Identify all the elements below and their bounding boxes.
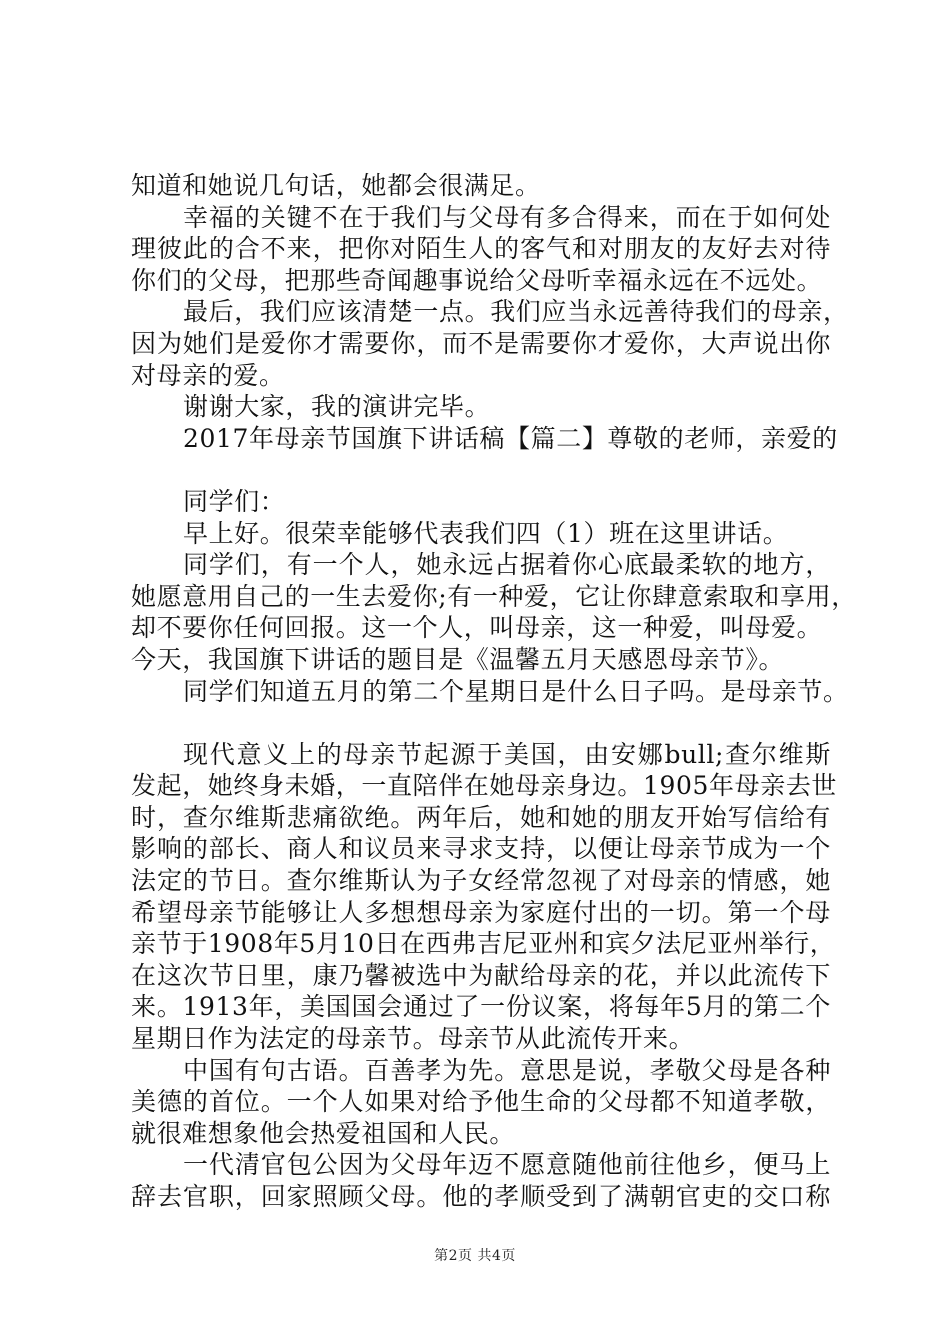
blank-line <box>131 454 831 486</box>
page-footer <box>0 1245 950 1265</box>
paragraph-start: 幸福的关键不在于我们与父母有多合得来，而在于如何处 <box>183 202 831 232</box>
text-line: 希望母亲节能够让人多想想母亲为家庭付出的一切。第一个母 <box>131 897 831 927</box>
paragraph-start: 中国有句古语。百善孝为先。意思是说，孝敬父母是各种 <box>183 1055 831 1085</box>
text-line: 在这次节日里，康乃馨被选中为献给母亲的花，并以此流传下 <box>131 960 831 990</box>
text-line: 知道和她说几句话，她都会很满足。 <box>131 171 541 200</box>
paragraph-start: 同学们知道五月的第二个星期日是什么日子吗。是母亲节。 <box>183 676 849 706</box>
text-line: 发起，她终身未婚，一直陪伴在她母亲身边。1905年母亲去世 <box>131 771 838 801</box>
text-line: 亲节于1908年5月10日在西弗吉尼亚州和宾夕法尼亚州举行， <box>131 929 836 959</box>
text-line: 因为她们是爱你才需要你，而不是需要你才爱你，大声说出你 <box>131 328 831 358</box>
text-line: 理彼此的合不来，把你对陌生人的客气和对朋友的友好去对待 <box>131 234 831 264</box>
text-line: 她愿意用自己的一生去爱你;有一种爱，它让你肆意索取和享用， <box>131 581 857 611</box>
text-line: 对母亲的爱。 <box>131 360 285 390</box>
text-line: 法定的节日。查尔维斯认为子女经常忽视了对母亲的情感，她 <box>131 866 831 896</box>
blank-line <box>131 707 831 739</box>
greeting-line: 同学们： <box>183 486 286 516</box>
text-line: 影响的部长、商人和议员来寻求支持，以便让母亲节成为一个 <box>131 834 831 864</box>
paragraph-start: 最后，我们应该清楚一点。我们应当永远善待我们的母亲， <box>183 297 849 327</box>
paragraph-start: 一代清官包公因为父母年迈不愿意随他前往他乡，便马上 <box>183 1150 831 1180</box>
paragraph-start: 谢谢大家，我的演讲完毕。 <box>183 392 491 422</box>
text-line: 星期日作为法定的母亲节。母亲节从此流传开来。 <box>131 1024 695 1054</box>
paragraph-start: 现代意义上的母亲节起源于美国，由安娜bull;查尔维斯 <box>183 739 831 769</box>
text-line: 却不要你任何回报。这一个人，叫母亲，这一种爱，叫母爱。 <box>131 613 823 643</box>
text-line: 来。1913年，美国国会通过了一份议案，将每年5月的第二个 <box>131 992 831 1022</box>
text-line: 时，查尔维斯悲痛欲绝。两年后，她和她的朋友开始写信给有 <box>131 802 831 832</box>
document-body <box>131 170 857 1213</box>
text-line: 就很难想象他会热爱祖国和人民。 <box>131 1118 516 1148</box>
text-line: 你们的父母，把那些奇闻趣事说给父母听幸福永远在不远处。 <box>131 265 823 295</box>
text-line: 今天，我国旗下讲话的题目是《温馨五月天感恩母亲节》。 <box>131 644 785 674</box>
page-number-label: 第2页 共4页 <box>434 1248 516 1264</box>
paragraph-start: 早上好。很荣幸能够代表我们四（1）班在这里讲话。 <box>183 518 789 548</box>
text-line: 美德的首位。一个人如果对给予他生命的父母都不知道孝敬， <box>131 1087 831 1117</box>
text-line: 辞去官职，回家照顾父母。他的孝顺受到了满朝官吏的交口称 <box>131 1182 831 1211</box>
paragraph-start: 同学们，有一个人，她永远占据着你心底最柔软的地方， <box>183 550 831 580</box>
section-heading-line: 2017年母亲节国旗下讲话稿【篇二】尊敬的老师，亲爱的 <box>183 423 838 453</box>
